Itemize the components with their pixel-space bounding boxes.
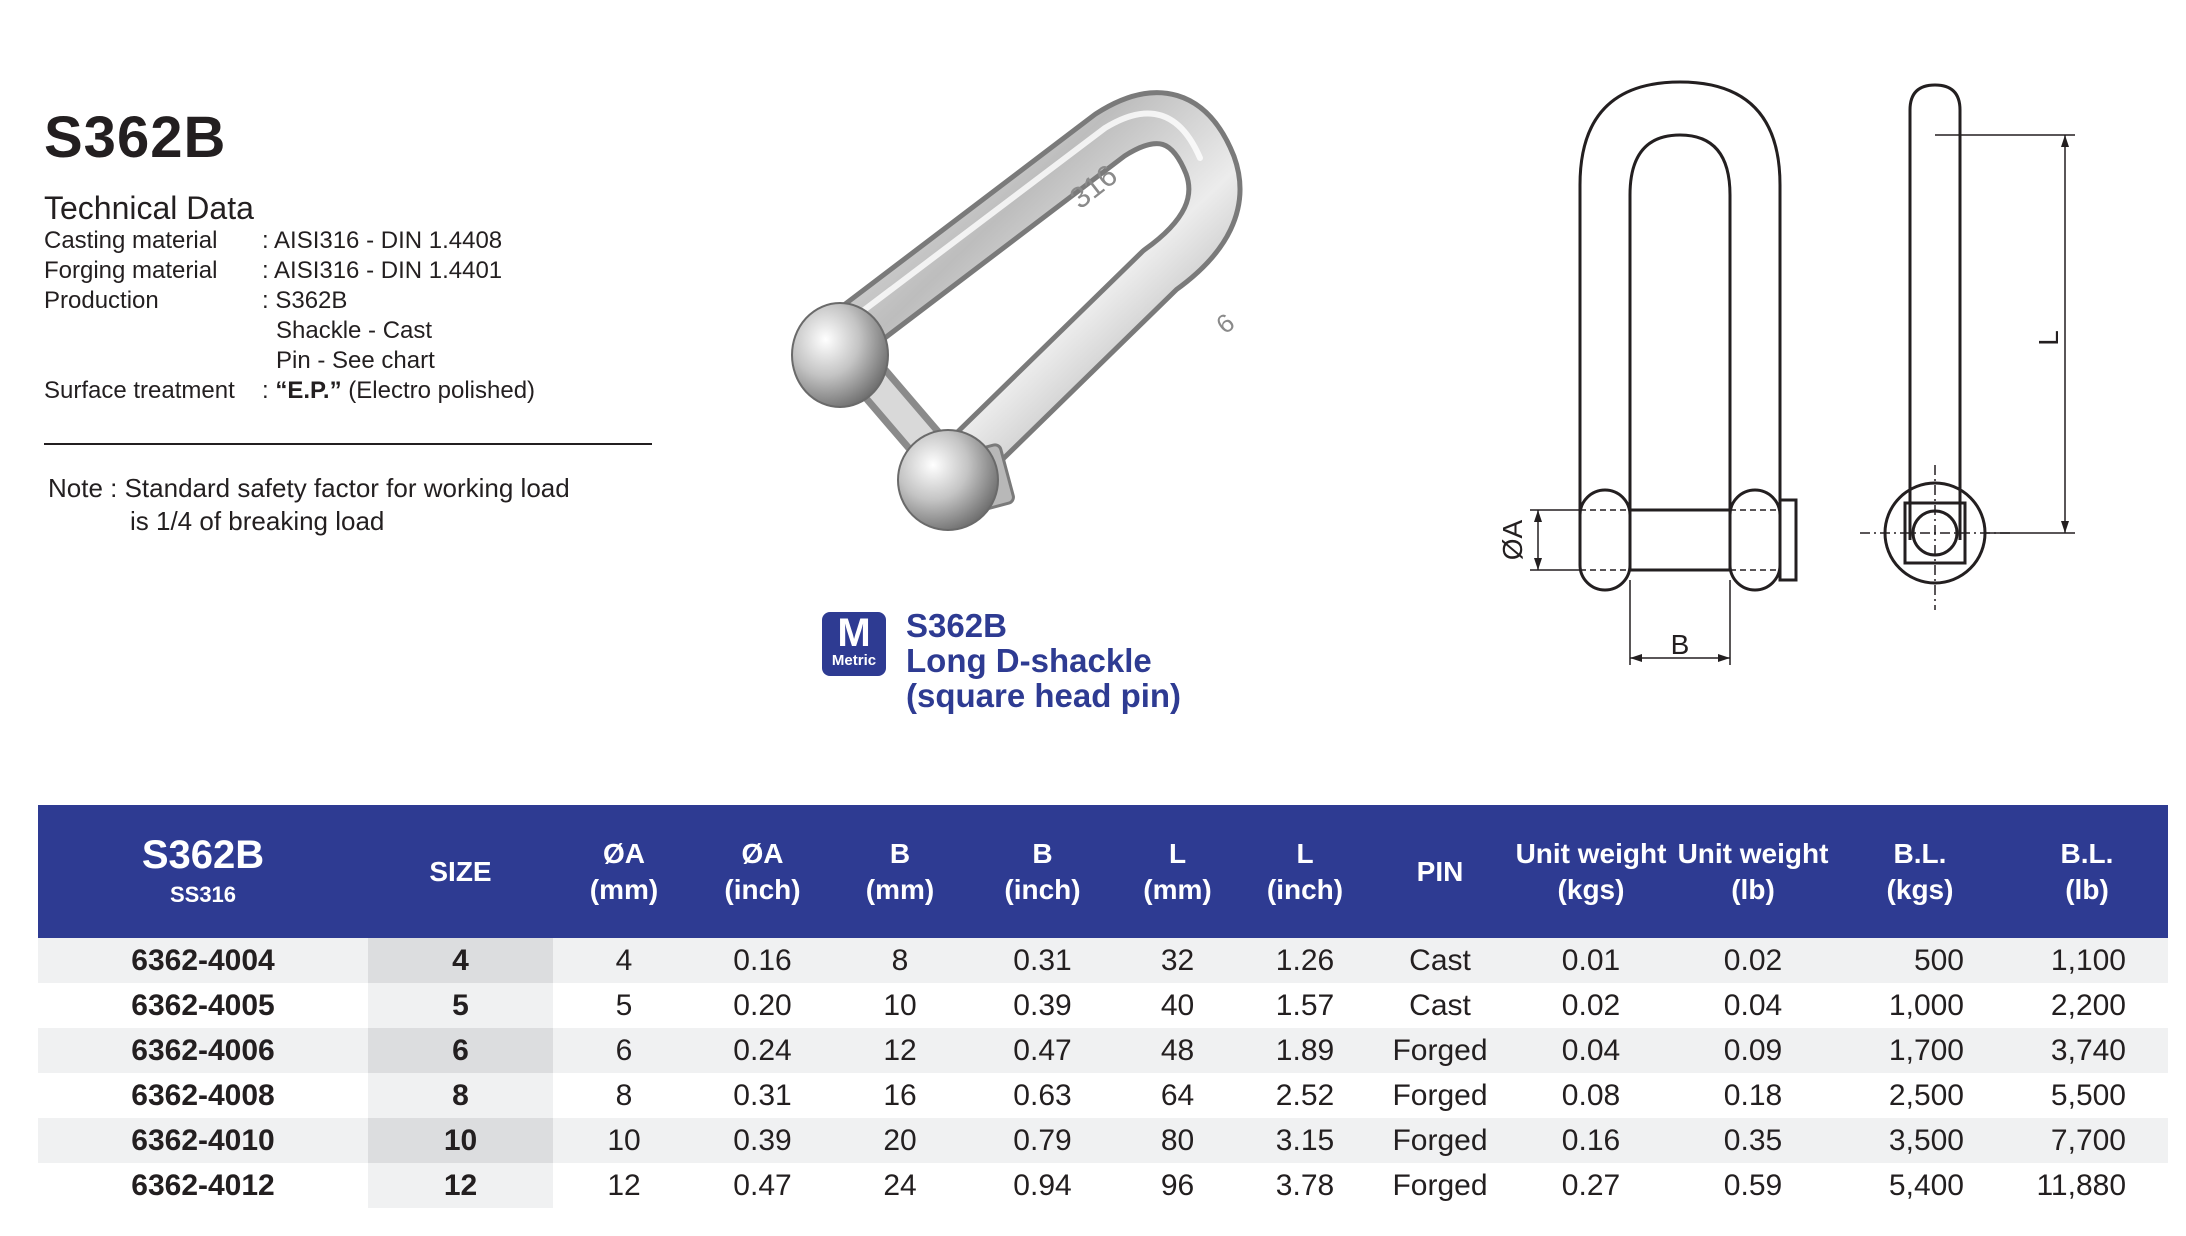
spec-label: Surface treatment <box>44 377 235 404</box>
cell-b-inch: 0.39 <box>970 983 1115 1028</box>
product-caption <box>906 608 1181 713</box>
cell-weight-kgs: 0.16 <box>1510 1118 1672 1163</box>
cell-bl-kgs: 5,400 <box>1834 1163 2006 1208</box>
cell-b-mm: 10 <box>830 983 970 1028</box>
cell-l-inch: 1.57 <box>1240 983 1370 1028</box>
spec-value: : AISI316 - DIN 1.4408 <box>262 227 503 254</box>
cell-a-mm: 4 <box>553 938 695 983</box>
header-unit: (lb) <box>1731 873 1775 905</box>
caption-code: S362B <box>906 607 1007 644</box>
shackle-photo <box>780 70 1460 590</box>
cell-b-mm: 20 <box>830 1118 970 1163</box>
cell-b-inch: 0.63 <box>970 1073 1115 1118</box>
cell-size: 8 <box>368 1073 553 1118</box>
caption-detail: (square head pin) <box>906 677 1182 714</box>
cell-weight-kgs: 0.01 <box>1510 938 1672 983</box>
cell-l-mm: 48 <box>1115 1028 1240 1073</box>
header-unit: (kgs) <box>1557 873 1625 905</box>
header-a-inch <box>695 805 830 938</box>
cell-bl-kgs: 1,000 <box>1834 983 2006 1028</box>
header-b-mm <box>830 805 970 938</box>
cell-a-mm: 8 <box>553 1073 695 1118</box>
header-line: L <box>1168 837 1187 869</box>
cell-code: 6362-4008 <box>38 1073 368 1118</box>
cell-size: 5 <box>368 983 553 1028</box>
cell-l-mm: 64 <box>1115 1073 1240 1118</box>
cell-pin: Forged <box>1370 1073 1510 1118</box>
cell-b-mm: 16 <box>830 1073 970 1118</box>
cell-l-mm: 32 <box>1115 938 1240 983</box>
cell-code: 6362-4004 <box>38 938 368 983</box>
cell-weight-lb: 0.35 <box>1672 1118 1834 1163</box>
header-unit: (inch) <box>724 873 801 905</box>
badge-letter: M <box>837 611 871 655</box>
front-view <box>1580 82 1796 590</box>
note-line-2: is 1/4 of breaking load <box>130 506 385 536</box>
note-line-1: Note : Standard safety factor for working load <box>48 473 570 503</box>
dimension-label-l: L <box>2033 330 2064 346</box>
cell-weight-kgs: 0.27 <box>1510 1163 1672 1208</box>
cell-bl-kgs: 3,500 <box>1834 1118 2006 1163</box>
cell-a-inch: 0.16 <box>695 938 830 983</box>
cell-size: 10 <box>368 1118 553 1163</box>
cell-weight-lb: 0.18 <box>1672 1073 1834 1118</box>
header-line: L <box>1296 837 1314 869</box>
table-row <box>38 1118 2168 1163</box>
header-material: SS316 <box>169 881 237 907</box>
shackle-marking-size: 6 <box>1210 307 1241 340</box>
cell-a-inch: 0.47 <box>695 1163 830 1208</box>
cell-weight-lb: 0.04 <box>1672 983 1834 1028</box>
cell-l-mm: 40 <box>1115 983 1240 1028</box>
spec-value: Shackle - Cast <box>276 317 433 344</box>
cell-b-mm: 8 <box>830 938 970 983</box>
cell-l-inch: 3.15 <box>1240 1118 1370 1163</box>
spec-value-bold: “E.P.” <box>275 377 342 404</box>
cell-bl-kgs: 500 <box>1834 938 2006 983</box>
table-row <box>38 1163 2168 1208</box>
cell-a-mm: 12 <box>553 1163 695 1208</box>
cell-pin: Forged <box>1370 1163 1510 1208</box>
dimension-label-b: B <box>1670 629 1690 660</box>
cell-bl-lb: 11,880 <box>2006 1163 2168 1208</box>
header-a-mm <box>553 805 695 938</box>
header-line: B.L. <box>2060 837 2114 869</box>
cell-pin: Forged <box>1370 1118 1510 1163</box>
cell-l-inch: 2.52 <box>1240 1073 1370 1118</box>
front-view-hidden-lines <box>1580 510 1780 570</box>
dimension-arrows <box>1534 135 2069 662</box>
shackle-marking-316: 316 <box>1063 158 1124 216</box>
header-pin <box>1370 805 1510 938</box>
cell-size: 6 <box>368 1028 553 1073</box>
cell-weight-lb: 0.09 <box>1672 1028 1834 1073</box>
cell-size: 12 <box>368 1163 553 1208</box>
header-bl-lb <box>2006 805 2168 938</box>
header-unit: (mm) <box>865 873 935 905</box>
cell-a-mm: 10 <box>553 1118 695 1163</box>
cell-weight-kgs: 0.04 <box>1510 1028 1672 1073</box>
cell-code: 6362-4005 <box>38 983 368 1028</box>
cell-b-inch: 0.79 <box>970 1118 1115 1163</box>
cell-l-inch: 3.78 <box>1240 1163 1370 1208</box>
cell-a-inch: 0.39 <box>695 1118 830 1163</box>
header-model-code: S362B <box>141 832 265 877</box>
cell-bl-lb: 1,100 <box>2006 938 2168 983</box>
spec-value-prefix: : <box>262 377 276 404</box>
cell-b-inch: 0.47 <box>970 1028 1115 1073</box>
cell-a-inch: 0.31 <box>695 1073 830 1118</box>
cell-a-inch: 0.24 <box>695 1028 830 1073</box>
cell-pin: Forged <box>1370 1028 1510 1073</box>
cell-code: 6362-4012 <box>38 1163 368 1208</box>
header-model <box>38 805 368 938</box>
spec-value: : AISI316 - DIN 1.4401 <box>262 257 503 284</box>
cell-a-mm: 6 <box>553 1028 695 1073</box>
technical-drawing <box>1490 70 2090 690</box>
header-unit: (lb) <box>2065 873 2109 905</box>
cell-bl-lb: 2,200 <box>2006 983 2168 1028</box>
header-line: ØA <box>603 837 645 869</box>
spec-value <box>262 376 535 406</box>
header-weight-kgs <box>1510 805 1672 938</box>
spec-table <box>38 805 2168 1208</box>
table-row <box>38 983 2168 1028</box>
cell-a-inch: 0.20 <box>695 983 830 1028</box>
spec-label: Forging material <box>44 257 218 284</box>
cell-b-mm: 24 <box>830 1163 970 1208</box>
cell-bl-kgs: 1,700 <box>1834 1028 2006 1073</box>
cell-b-mm: 12 <box>830 1028 970 1073</box>
divider <box>44 443 652 445</box>
table-row <box>38 938 2168 983</box>
product-title: S362B <box>44 105 227 170</box>
side-view-centerlines <box>1860 465 2010 610</box>
spec-value: : S362B <box>262 287 348 314</box>
spec-label: Production <box>44 287 159 314</box>
header-line: PIN <box>1416 855 1464 887</box>
cell-pin: Cast <box>1370 983 1510 1028</box>
header-unit: (mm) <box>589 873 659 905</box>
metric-badge-icon <box>822 612 886 676</box>
header-weight-lb <box>1672 805 1834 938</box>
cell-b-inch: 0.31 <box>970 938 1115 983</box>
header-l-mm <box>1115 805 1240 938</box>
header-bl-kgs <box>1834 805 2006 938</box>
badge-text: Metric <box>831 652 877 669</box>
cell-b-inch: 0.94 <box>970 1163 1115 1208</box>
header-unit: (inch) <box>1266 873 1344 905</box>
spec-label: Casting material <box>44 227 218 254</box>
technical-data-heading: Technical Data <box>44 190 254 226</box>
cell-l-inch: 1.26 <box>1240 938 1370 983</box>
table-header-row <box>38 805 2168 938</box>
header-line: Unit weight <box>1515 837 1667 869</box>
spec-value: Pin - See chart <box>276 347 435 374</box>
cell-code: 6362-4010 <box>38 1118 368 1163</box>
header-line: Unit weight <box>1677 837 1829 869</box>
header-line: B.L. <box>1893 837 1947 869</box>
cell-weight-lb: 0.02 <box>1672 938 1834 983</box>
cell-l-inch: 1.89 <box>1240 1028 1370 1073</box>
cell-pin: Cast <box>1370 938 1510 983</box>
shackle-eye-top <box>792 303 888 407</box>
cell-bl-lb: 5,500 <box>2006 1073 2168 1118</box>
cell-bl-lb: 3,740 <box>2006 1028 2168 1073</box>
table-row <box>38 1073 2168 1118</box>
header-line: SIZE <box>429 855 492 887</box>
shackle-eye-bottom <box>898 430 998 530</box>
table-row <box>38 1028 2168 1073</box>
header-b-inch <box>970 805 1115 938</box>
cell-a-mm: 5 <box>553 983 695 1028</box>
caption-name: Long D-shackle <box>906 642 1152 679</box>
header-line: B <box>889 837 911 869</box>
header-line: B <box>1032 837 1053 869</box>
header-unit: (inch) <box>1004 873 1081 905</box>
cell-bl-kgs: 2,500 <box>1834 1073 2006 1118</box>
cell-bl-lb: 7,700 <box>2006 1118 2168 1163</box>
safety-note <box>48 472 570 538</box>
cell-size: 4 <box>368 938 553 983</box>
cell-l-mm: 96 <box>1115 1163 1240 1208</box>
header-l-inch <box>1240 805 1370 938</box>
header-line: ØA <box>741 837 784 869</box>
header-size <box>368 805 553 938</box>
cell-weight-kgs: 0.08 <box>1510 1073 1672 1118</box>
cell-l-mm: 80 <box>1115 1118 1240 1163</box>
dimension-label-a: ØA <box>1497 519 1528 561</box>
cell-weight-lb: 0.59 <box>1672 1163 1834 1208</box>
dimension-lines <box>1530 135 2075 665</box>
header-unit: (kgs) <box>1886 873 1954 905</box>
spec-value-rest: (Electro polished) <box>348 377 536 404</box>
header-unit: (mm) <box>1143 873 1212 905</box>
cell-code: 6362-4006 <box>38 1028 368 1073</box>
cell-weight-kgs: 0.02 <box>1510 983 1672 1028</box>
